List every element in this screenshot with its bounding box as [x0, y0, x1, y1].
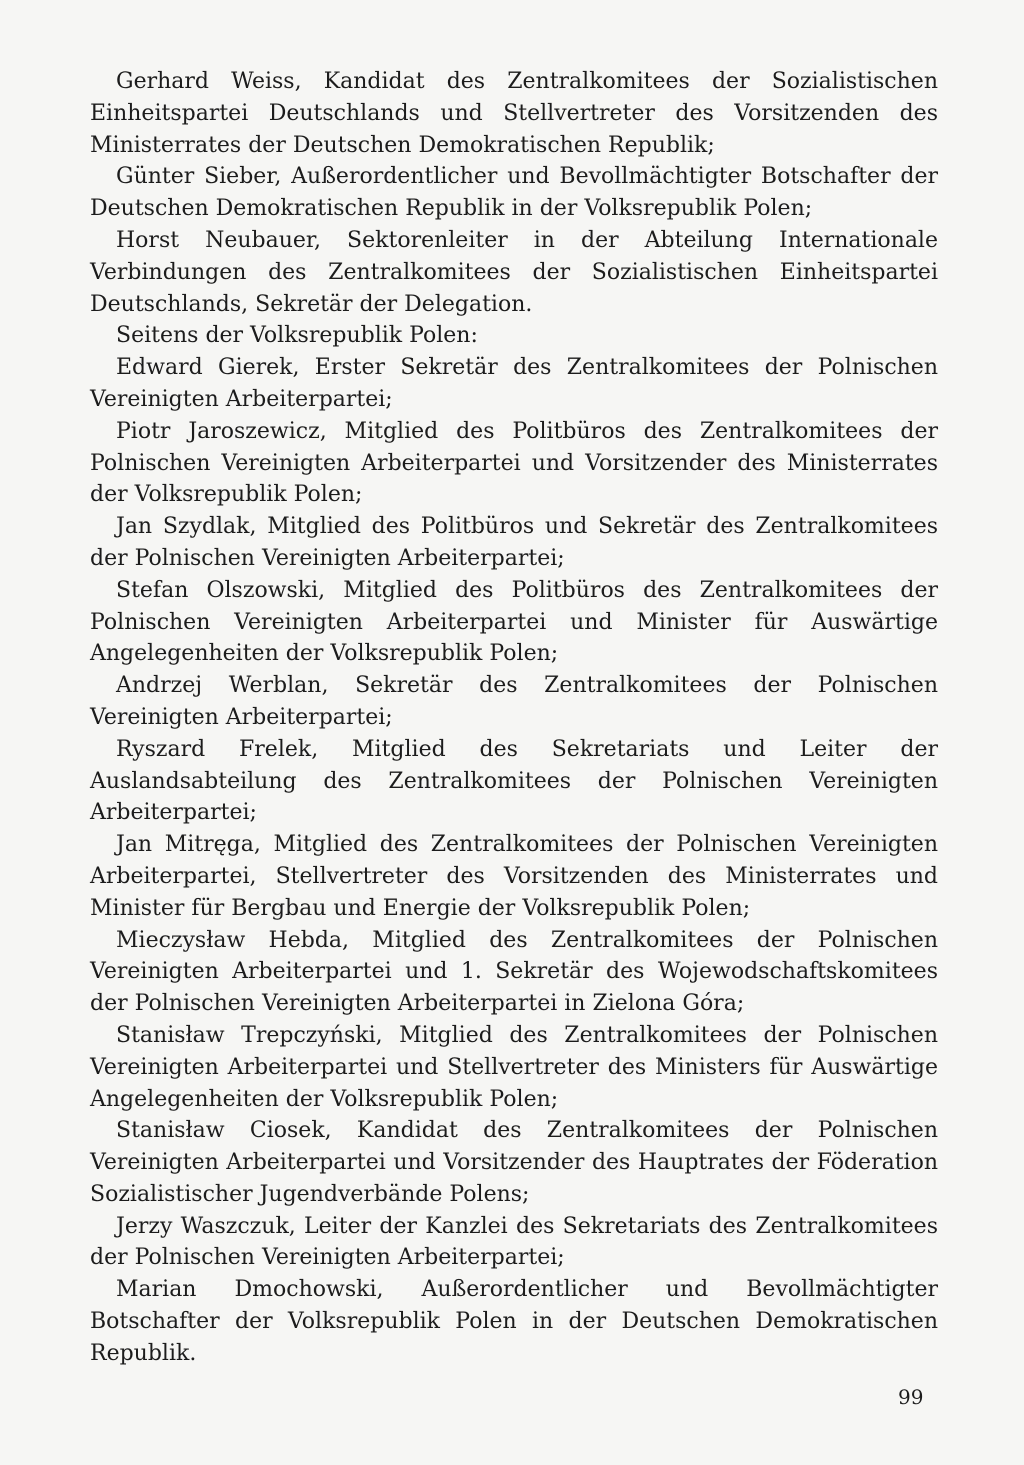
paragraph-gerhard-weiss: Gerhard Weiss, Kandidat des Zentralkomitees der Sozialistischen Einheitspartei Deutschlands und Stellvertreter des Vorsitzenden des Ministerrates der Deutschen Demokratischen Republik;: [90, 69, 938, 158]
paragraph-horst-neubauer: Horst Neubauer, Sektorenleiter in der Abteilung Internationale Verbindungen des Zentralkomitees der Sozialistischen Einheitspartei Deutschlands, Sekretär der Delegation.: [90, 227, 938, 317]
paragraph-piotr-jaroszewicz: Piotr Jaroszewicz, Mitglied des Politbüros des Zentralkomitees der Polnischen Vereinigten Arbeiterpartei und Vorsitzender des Ministerrates der Volksrepublik Polen;: [90, 418, 938, 508]
body-text: [90, 66, 938, 1370]
paragraph-andrzej-werblan: Andrzej Werblan, Sekretär des Zentralkomitees der Polnischen Vereinigten Arbeiterpartei;: [90, 673, 938, 730]
page-number: 99: [898, 1385, 924, 1409]
paragraph-stefan-olszowski: Stefan Olszowski, Mitglied des Politbüros des Zentralkomitees der Polnischen Vereinigten Arbeiterpartei und Minister für Auswärtige Angelegenheiten der Volksrepublik Polen;: [90, 577, 938, 667]
paragraph-jan-mitrega: Jan Mitręga, Mitglied des Zentralkomitees der Polnischen Vereinigten Arbeiterpartei, Stellvertreter des Vorsitzenden des Ministerrates und Minister für Bergbau und Energie der Volksrepublik Polen;: [90, 832, 938, 921]
paragraph-jan-szydlak: Jan Szydlak, Mitglied des Politbüros und Sekretär des Zentralkomitees der Polnischen Vereinigten Arbeiterpartei;: [90, 514, 938, 571]
paragraph-jerzy-waszczuk: Jerzy Waszczuk, Leiter der Kanzlei des Sekretariats des Zentralkomitees der Polnischen Vereinigten Arbeiterpartei;: [90, 1213, 938, 1271]
paragraph-mieczyslaw-hebda: Mieczysław Hebda, Mitglied des Zentralkomitees der Polnischen Vereinigten Arbeiterpartei und 1. Sekretär des Wojewodschaftskomitees der Polnischen Vereinigten Arbeiterpartei in Zielona Góra;: [90, 927, 938, 1017]
paragraph-section-heading-poland: Seitens der Volksrepublik Polen:: [116, 323, 478, 349]
paragraph-stanislaw-ciosek: Stanisław Ciosek, Kandidat des Zentralkomitees der Polnischen Vereinigten Arbeiterpartei und Vorsitzender des Hauptrates der Föderation Sozialistischer Jugendverbände Polens;: [90, 1118, 938, 1207]
paragraph-edward-gierek: Edward Gierek, Erster Sekretär des Zentralkomitees der Polnischen Vereinigten Arbeiterpartei;: [90, 355, 938, 412]
paragraph-marian-dmochowski: Marian Dmochowski, Außerordentlicher und Bevollmächtigter Botschafter der Volksrepublik Polen in der Deutschen Demokratischen Republik.: [90, 1277, 938, 1366]
paragraph-guenter-sieber: Günter Sieber, Außerordentlicher und Bevollmächtigter Botschafter der Deutschen Demokratischen Republik in der Volksrepublik Polen;: [90, 164, 938, 222]
paragraph-ryszard-frelek: Ryszard Frelek, Mitglied des Sekretariats und Leiter der Auslandsabteilung des Zentralkomitees der Polnischen Vereinigten Arbeiterpartei;: [90, 736, 938, 826]
paragraph-stanislaw-trepczynski: Stanisław Trepczyński, Mitglied des Zentralkomitees der Polnischen Vereinigten Arbeiterpartei und Stellvertreter des Ministers für Auswärtige Angelegenheiten der Volksrepublik Polen;: [90, 1022, 938, 1112]
